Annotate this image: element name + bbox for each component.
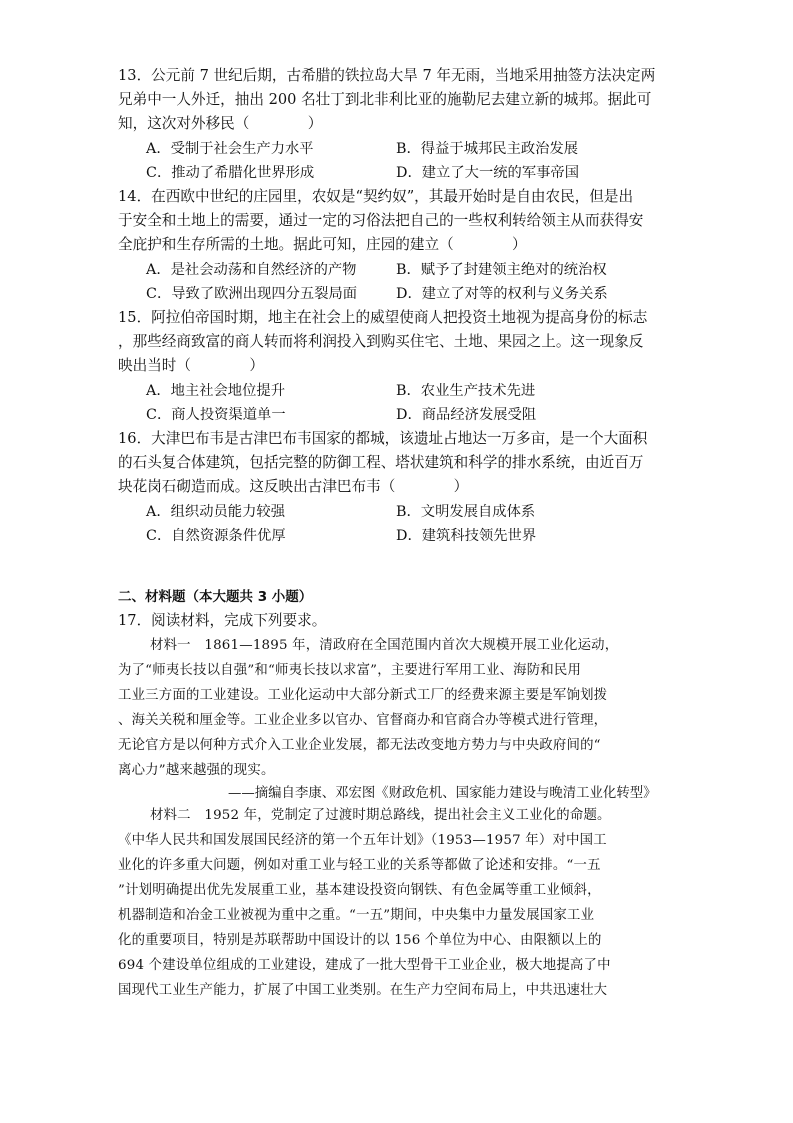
- q14-option-a: A．是社会动荡和自然经济的产物: [146, 262, 357, 278]
- q15-option-d: D．商品经济发展受阻: [396, 407, 537, 423]
- q13-line-3: 知，这次对外移民（ ）: [118, 115, 323, 132]
- q14-line-2: 于安全和土地上的需要，通过一定的习俗法把自己的一些权利转给领主从而获得安: [118, 212, 644, 229]
- q15-line-2: ，那些经商致富的商人转而将利润投入到购买住宅、土地、果园之上。这一现象反: [118, 333, 644, 350]
- q13-option-d: D．建立了大一统的军事帝国: [396, 165, 580, 181]
- q15-option-a: A．地主社会地位提升: [146, 383, 285, 399]
- q16-line-2: 的石头复合体建筑，包括完整的防御工程、塔状建筑和科学的排水系统，由近百万: [118, 454, 644, 471]
- q13-option-b: B．得益于城邦民主政治发展: [396, 141, 579, 157]
- material2-line-7: 694 个建设单位组成的工业建设，建成了一批大型骨干工业企业，极大地提高了中: [118, 958, 611, 973]
- section-title: 二、材料题（本大题共 3 小题）: [118, 589, 313, 605]
- q15-option-c: C．商人投资渠道单一: [146, 407, 286, 423]
- q17-intro: 17．阅读材料，完成下列要求。: [118, 612, 327, 629]
- material2-line-8: 国现代工业生产能力，扩展了中国工业类别。在生产力空间布局上，中共迅速壮大: [118, 983, 608, 998]
- q15-line-3: 映出当时（ ）: [118, 357, 264, 374]
- material2-line-1: 材料二 1952 年，党制定了过渡时期总路线，提出社会主义工业化的命题。: [150, 808, 611, 823]
- material1-source: ——摘编自李康、邓宏图《财政危机、国家能力建设与晚清工业化转型》: [228, 786, 657, 801]
- q16-line-3: 块花岗石砌造而成。这反映出古津巴布韦（ ）: [118, 478, 469, 495]
- material1-line-5: 无论官方是以何种方式介入工业企业发展，都无法改变地方势力与中央政府间的“: [118, 738, 601, 753]
- material2-line-4: ”计划明确提出优先发展重工业，基本建设投资向钢铁、有色金属等重工业倾斜，: [118, 883, 601, 898]
- material2-line-5: 机器制造和冶金工业被视为重中之重。“一五”期间，中央集中力量发展国家工业: [118, 908, 595, 923]
- q16-option-c: C．自然资源条件优厚: [146, 528, 286, 544]
- material1-line-4: 、海关关税和厘金等。工业企业多以官办、官督商办和官商合办等模式进行管理，: [118, 713, 608, 728]
- q13-line-2: 兄弟中一人外迁，抽出 200 名壮丁到北非利比亚的施勒尼去建立新的城邦。据此可: [118, 91, 652, 108]
- material2-line-2: 《中华人民共和国发展国民经济的第一个五年计划》（1953—1957 年）对中国工: [118, 833, 607, 848]
- material2-line-3: 业化的许多重大问题，例如对重工业与轻工业的关系等都做了论述和安排。“一五: [118, 858, 601, 873]
- q16-option-d: D．建筑科技领先世界: [396, 528, 537, 544]
- q16-option-a: A．组织动员能力较强: [146, 504, 285, 520]
- q14-option-c: C．导致了欧洲出现四分五裂局面: [146, 286, 358, 302]
- material1-line-6: 离心力”越来越强的现实。: [118, 763, 275, 778]
- material1-line-1: 材料一 1861—1895 年，清政府在全国范围内首次大规模开展工业化运动，: [150, 638, 619, 653]
- q15-option-b: B．农业生产技术先进: [396, 383, 536, 399]
- material1-line-2: 为了“师夷长技以自强”和“师夷长技以求富”，主要进行军用工业、海防和民用: [118, 663, 582, 678]
- q14-option-b: B．赋予了封建领主绝对的统治权: [396, 262, 607, 278]
- q16-line-1: 16．大津巴布韦是古津巴布韦国家的都城，该遗址占地达一万多亩，是一个大面积: [118, 430, 648, 447]
- q14-option-d: D．建立了对等的权利与义务关系: [396, 286, 608, 302]
- material1-line-3: 工业三方面的工业建设。工业化运动中大部分新式工厂的经费来源主要是军饷划拨: [118, 688, 608, 703]
- q14-line-3: 全庇护和生存所需的土地。据此可知，庄园的建立（ ）: [118, 236, 527, 253]
- q14-line-1: 14．在西欧中世纪的庄园里，农奴是“契约奴”，其最开始时是自由农民，但是出: [118, 188, 634, 205]
- q15-line-1: 15．阿拉伯帝国时期，地主在社会上的威望使商人把投资土地视为提高身份的标志: [118, 309, 648, 326]
- material2-line-6: 化的重要项目，特别是苏联帮助中国设计的以 156 个单位为中心、由限额以上的: [118, 933, 602, 948]
- q13-option-a: A．受制于社会生产力水平: [146, 141, 314, 157]
- q16-option-b: B．文明发展自成体系: [396, 504, 536, 520]
- q13-option-c: C．推动了希腊化世界形成: [146, 165, 315, 181]
- q13-line-1: 13．公元前 7 世纪后期，古希腊的铁拉岛大旱 7 年无雨，当地采用抽签方法决定两: [118, 67, 656, 84]
